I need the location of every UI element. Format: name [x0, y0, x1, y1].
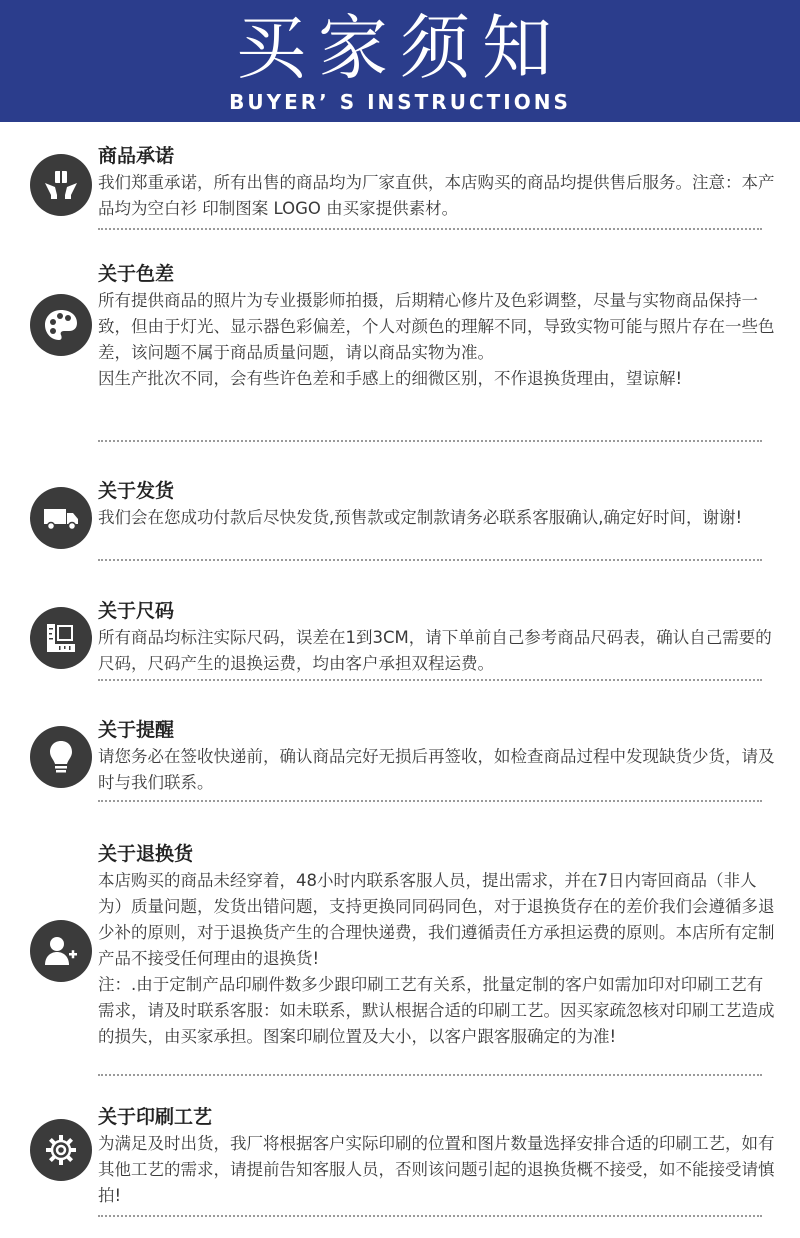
- section-divider: [98, 1215, 762, 1217]
- gear-icon: [30, 1119, 92, 1181]
- section-paragraph: 注：.由于定制产品印刷件数多少跟印刷工艺有关系，批量定制的客户如需加印对印刷工艺有需求，请及时联系客服：如未联系，默认根据合适的印刷工艺。因买家疏忽核对印刷工艺造成的损失，由买家承担。图案印刷位置及大小，以客户跟客服确定的为准!: [98, 975, 775, 1046]
- section-title: 关于印刷工艺: [98, 1106, 213, 1128]
- section-title: 关于提醒: [98, 719, 175, 741]
- section-body: [98, 170, 778, 222]
- truck-icon: [30, 487, 92, 549]
- user-add-icon: [30, 920, 92, 982]
- section-body: [98, 625, 778, 677]
- section-paragraph: 所有商品均标注实际尺码，误差在1到3CM，请下单前自己参考商品尺码表，确认自己需要的尺码，尺码产生的退换运费，均由客户承担双程运费。: [98, 628, 772, 673]
- section-divider: [98, 559, 762, 561]
- ruler-icon: [30, 607, 92, 669]
- section-divider: [98, 679, 762, 681]
- section-paragraph: 我们郑重承诺，所有出售的商品均为厂家直供，本店购买的商品均提供售后服务。注意：本产品均为空白衫 印制图案 LOGO 由买家提供素材。: [98, 173, 775, 218]
- section-paragraph: 因生产批次不同，会有些许色差和手感上的细微区别，不作退换货理由，望谅解!: [98, 369, 683, 388]
- section-title: 关于色差: [98, 263, 175, 285]
- lightbulb-icon: [30, 726, 92, 788]
- section-body: [98, 868, 778, 1050]
- section-divider: [98, 800, 762, 802]
- handshake-gift-icon: [30, 154, 92, 216]
- section-body: [98, 288, 778, 392]
- section-title: 关于发货: [98, 480, 175, 502]
- page-header: [0, 0, 800, 122]
- section-body: [98, 1131, 778, 1209]
- section-title: 商品承诺: [98, 145, 175, 167]
- section-paragraph: 我们会在您成功付款后尽快发货,预售款或定制款请务必联系客服确认,确定好时间，谢谢!: [98, 508, 743, 527]
- section-divider: [98, 1074, 762, 1076]
- section-paragraph: 所有提供商品的照片为专业摄影师拍摄，后期精心修片及色彩调整，尽量与实物商品保持一致，但由于灯光、显示器色彩偏差，个人对颜色的理解不同，导致实物可能与照片存在一些色差，该问题不属于商品质量问题，请以商品实物为准。: [98, 291, 775, 362]
- section-paragraph: 请您务必在签收快递前，确认商品完好无损后再签收，如检查商品过程中发现缺货少货，请及时与我们联系。: [98, 747, 775, 792]
- section-body: [98, 505, 778, 531]
- section-paragraph: 为满足及时出货，我厂将根据客户实际印刷的位置和图片数量选择安排合适的印刷工艺，如有其他工艺的需求，请提前告知客服人员，否则该问题引起的退换货概不接受，如不能接受请慎拍!: [98, 1134, 775, 1205]
- section-divider: [98, 228, 762, 230]
- section-paragraph: 本店购买的商品未经穿着，48小时内联系客服人员，提出需求，并在7日内寄回商品（非人为）质量问题，发货出错问题，支持更换同同码同色，对于退换货存在的差价我们会遵循多退少补的原则，对于退换货产生的合理快递费，我们遵循责任方承担运费的原则。本店所有定制产品不接受任何理由的退换货!: [98, 871, 775, 968]
- page-subtitle: BUYER’ S INSTRUCTIONS: [229, 90, 571, 114]
- palette-icon: [30, 294, 92, 356]
- section-title: 关于尺码: [98, 600, 175, 622]
- section-title: 关于退换货: [98, 843, 194, 865]
- section-divider: [98, 440, 762, 442]
- section-body: [98, 744, 778, 796]
- page-title: 买家须知: [236, 7, 564, 89]
